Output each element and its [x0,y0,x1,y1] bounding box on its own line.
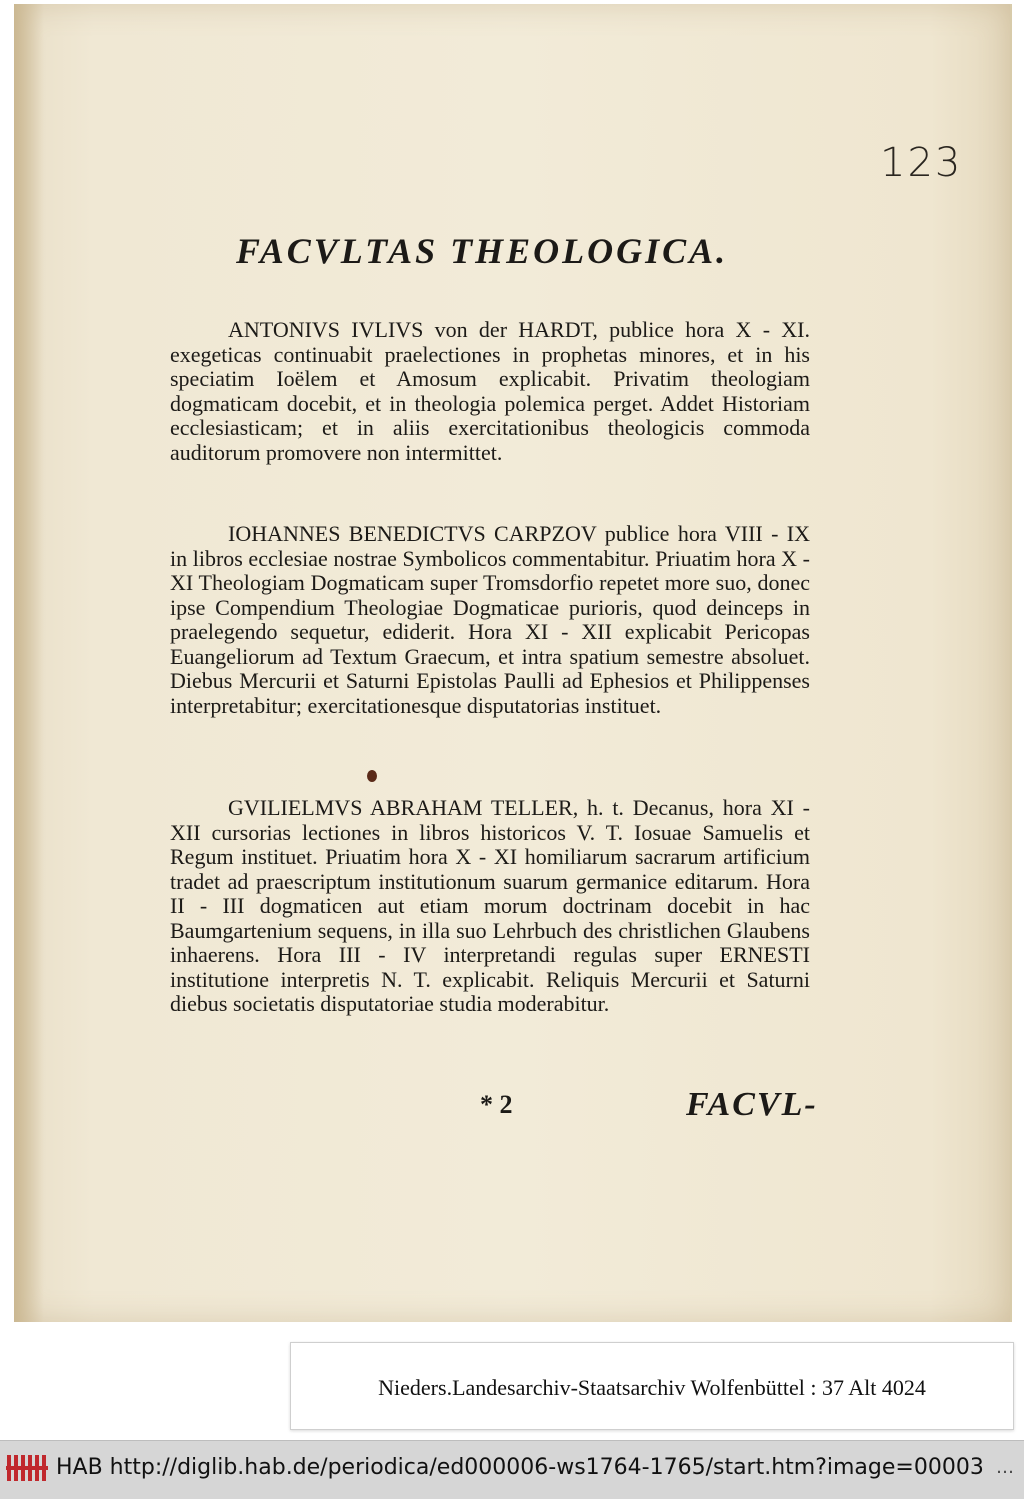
paragraph-teller: GVILIELMVS ABRAHAM TELLER, h. t. Decanus, hora XI - XII cursorias lectiones in libros historicos V. T. Iosuae Samuelis et Regum instituet. Priuatim hora X - XI homiliarum sacrarum artificium tradet ad praescriptum institutionum suarum germanice editarum. Hora II - III dogmaticen aut etiam morum doctrinam docebit in hac Baumgartenium sequens, in illa suo Lehrbuch des christlichen Glaubens inhaerens. Hora III - IV interpretandi regulas super ERNESTI institutione interpretis N. T. explicabit. Reliquis Mercurii et Saturni diebus societatis disputatoriae studia moderabitur. [170,795,810,1016]
footer-bar [0,1440,1024,1499]
hab-logo-icon [6,1453,48,1483]
archive-label [290,1342,1014,1430]
page-heading: FACVLTAS THEOLOGICA. [236,231,729,271]
page-fold-shadow [14,4,44,1322]
catchword: FACVL- [686,1086,818,1123]
paragraph-hardt: ANTONIVS IVLIVS von der HARDT, publice hora X - XI. exegeticas continuabit praelectiones in prophetas minores, et in his speciatim Ioëlem et Amosum explicabit. Privatim theologiam dogmaticam docebit, et in theologia polemica perget. Addet Historiam ecclesiasticam; et in aliis exercitationibus theologicis commoda auditorum promovere non intermittet. [170,317,810,465]
source-url-link[interactable]: HAB http://diglib.hab.de/periodica/ed000006-ws1764-1765/start.htm?image=00003 [56,1455,984,1480]
paragraph-carpzov: IOHANNES BENEDICTVS CARPZOV publice hora VIII - IX in libros ecclesiae nostrae Symbolicos commentabitur. Priuatim hora X - XI Theologiam Dogmaticam super Tromsdorfio repetet more suo, donec ipse Compendium Theologiae Dogmaticae purioris, quod deinceps in praelegendo sequetur, ediderit. Hora XI - XII explicabit Pericopas Euangeliorum ad Textum Graecum, et intra spatium semestre absoluet. Diebus Mercurii et Saturni Epistolas Paulli ad Ephesios et Philippenses interpretabitur; exercitationesque disputatorias instituet. [170,521,810,718]
more-icon[interactable]: … [996,1457,1014,1478]
folio-number: 123 [880,140,963,186]
ink-blot-ornament [367,770,377,782]
archive-label-text: Nieders.Landesarchiv-Staatsarchiv Wolfenbüttel : 37 Alt 4024 [378,1375,926,1400]
signature-mark: * 2 [480,1090,513,1119]
